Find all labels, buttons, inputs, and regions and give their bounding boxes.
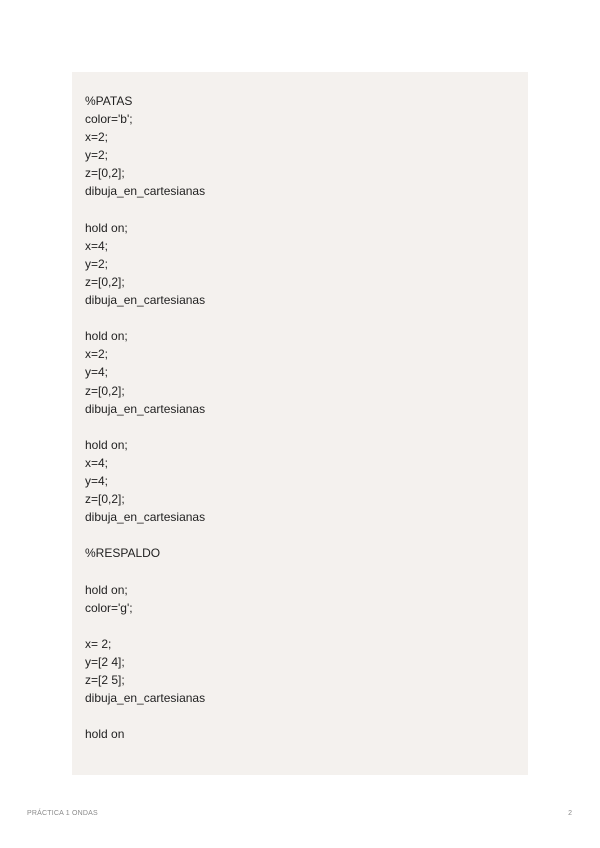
code-line: z=[0,2]; <box>85 492 125 507</box>
code-line: hold on; <box>85 437 128 452</box>
code-line: dibuja_en_cartesianas <box>85 691 206 706</box>
code-line: y=2; <box>85 148 109 163</box>
code-line: z=[0,2]; <box>85 383 125 398</box>
code-line: color='g'; <box>85 600 133 615</box>
code-line: hold on; <box>85 329 128 344</box>
code-line: y=[2 4]; <box>85 654 125 669</box>
code-line: hold on <box>85 727 125 742</box>
code-line: dibuja_en_cartesianas <box>85 401 206 416</box>
code-line <box>85 201 528 219</box>
code-line: dibuja_en_cartesianas <box>85 184 206 199</box>
code-line: z=[0,2]; <box>85 166 125 181</box>
code-line: dibuja_en_cartesianas <box>85 510 206 525</box>
code-line: hold on; <box>85 220 128 235</box>
code-line: x= 2; <box>85 636 112 651</box>
code-line <box>85 617 528 635</box>
code-line: y=4; <box>85 473 109 488</box>
footer-title: PRÁCTICA 1 ONDAS <box>27 810 98 817</box>
code-line: %RESPALDO <box>85 546 161 561</box>
code-line <box>85 707 528 725</box>
code-line: y=4; <box>85 365 109 380</box>
code-line: x=2; <box>85 347 109 362</box>
code-line: y=2; <box>85 256 109 271</box>
code-line <box>85 309 528 327</box>
code-line <box>85 526 528 544</box>
code-line <box>85 562 528 580</box>
code-line: x=4; <box>85 455 109 470</box>
code-line: color='b'; <box>85 112 133 127</box>
code-block <box>72 72 528 775</box>
code-line: hold on; <box>85 582 128 597</box>
code-line: x=4; <box>85 238 109 253</box>
code-line: x=2; <box>85 130 109 145</box>
page-number: 2 <box>568 810 572 817</box>
code-line: z=[0,2]; <box>85 274 125 289</box>
code-line: dibuja_en_cartesianas <box>85 293 206 308</box>
code-line <box>85 418 528 436</box>
code-line: %PATAS <box>85 94 133 108</box>
code-line: z=[2 5]; <box>85 673 125 687</box>
